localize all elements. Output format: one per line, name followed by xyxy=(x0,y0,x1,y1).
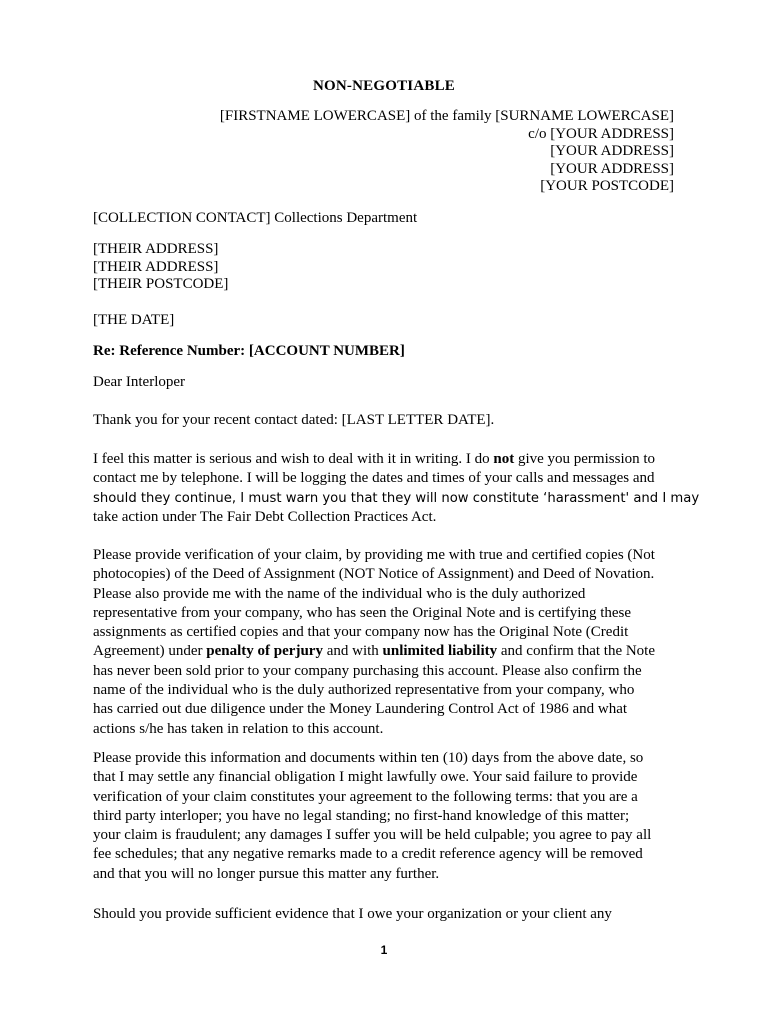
text-run: give you permission to xyxy=(514,451,656,467)
sender-line: [YOUR ADDRESS] xyxy=(550,143,674,159)
text-line: third party interloper; you have no legal standing; no first-hand knowledge of this matter; xyxy=(93,807,630,824)
text-line: that I may settle any financial obligation I might lawfully owe. Your said failure to provide xyxy=(93,769,638,786)
sender-block xyxy=(220,108,674,196)
recipient-address xyxy=(93,241,683,294)
text-line: has never been sold prior to your company purchasing this account. Please also confirm the xyxy=(93,662,642,679)
text-line: and that you will no longer pursue this matter any further. xyxy=(93,865,440,882)
text-line: contact me by telephone. I will be logging the dates and times of your calls and messages and xyxy=(93,470,655,487)
paragraph-telephone xyxy=(93,450,700,527)
emphasis-not: not xyxy=(493,451,515,467)
salutation: Dear Interloper xyxy=(93,374,186,390)
text-run: I feel this matter is serious and wish to deal with it in writing. I do xyxy=(93,451,494,467)
text-line: should they continue, I must warn you that they will now constitute ‘harassment' and I may xyxy=(93,490,700,506)
recipient-name: [COLLECTION CONTACT] Collections Department xyxy=(93,210,418,226)
text-line: fee schedules; that any negative remarks made to a credit reference agency will be removed xyxy=(93,846,643,863)
paragraph-evidence: Should you provide sufficient evidence that I owe your organization or your client any xyxy=(93,906,612,922)
text-line: take action under The Fair Debt Collection Practices Act. xyxy=(93,508,437,525)
text-line: your claim is fraudulent; any damages I suffer you will be held culpable; you agree to pay all xyxy=(93,827,652,844)
recipient-address-line: [THEIR POSTCODE] xyxy=(93,276,229,292)
paragraph-deadline xyxy=(93,749,683,884)
paragraph-contact-thanks: Thank you for your recent contact dated: [LAST LETTER DATE]. xyxy=(93,412,495,428)
reference-line: Re: Reference Number: [ACCOUNT NUMBER] xyxy=(93,343,405,359)
sender-line: [FIRSTNAME LOWERCASE] of the family [SURNAME LOWERCASE] xyxy=(219,108,674,124)
sender-line: [YOUR ADDRESS] xyxy=(550,160,674,177)
text-line: representative from your company, who has seen the Original Note and is certifying these xyxy=(93,604,632,621)
sender-line: [YOUR POSTCODE] xyxy=(540,178,674,194)
page-number: 1 xyxy=(380,943,388,957)
text-run: and with xyxy=(322,643,383,660)
emphasis-liability: unlimited liability xyxy=(382,643,498,660)
text-line: Please also provide me with the name of the individual who is the duly authorized xyxy=(93,585,586,602)
text-line: actions s/he has taken in relation to this account. xyxy=(93,720,384,737)
text-line: verification of your claim constitutes your agreement to the following terms: that you are a xyxy=(93,788,638,805)
text-run: Agreement) under xyxy=(93,643,207,660)
recipient-address-line: [THEIR ADDRESS] xyxy=(93,241,219,257)
text-line: photocopies) of the Deed of Assignment (NOT Notice of Assignment) and Deed of Novation. xyxy=(93,566,655,583)
paragraph-verification xyxy=(93,546,683,739)
letter-date: [THE DATE] xyxy=(93,312,175,328)
text-line: assignments as certified copies and that your company now has the Original Note (Credit xyxy=(93,624,629,641)
text-run: and confirm that the Note xyxy=(497,643,656,660)
text-line: name of the individual who is the duly authorized representative from your company, who xyxy=(93,682,635,699)
sender-line: c/o [YOUR ADDRESS] xyxy=(528,125,674,142)
document-title: NON-NEGOTIABLE xyxy=(313,78,455,94)
text-line: Please provide verification of your claim, by providing me with true and certified copies (Not xyxy=(93,547,655,563)
recipient-address-line: [THEIR ADDRESS] xyxy=(93,258,219,275)
text-line: has carried out due diligence under the Money Laundering Control Act of 1986 and what xyxy=(93,701,628,718)
text-line: Please provide this information and documents within ten (10) days from the above date, so xyxy=(93,750,644,766)
emphasis-penalty: penalty of perjury xyxy=(206,643,323,660)
